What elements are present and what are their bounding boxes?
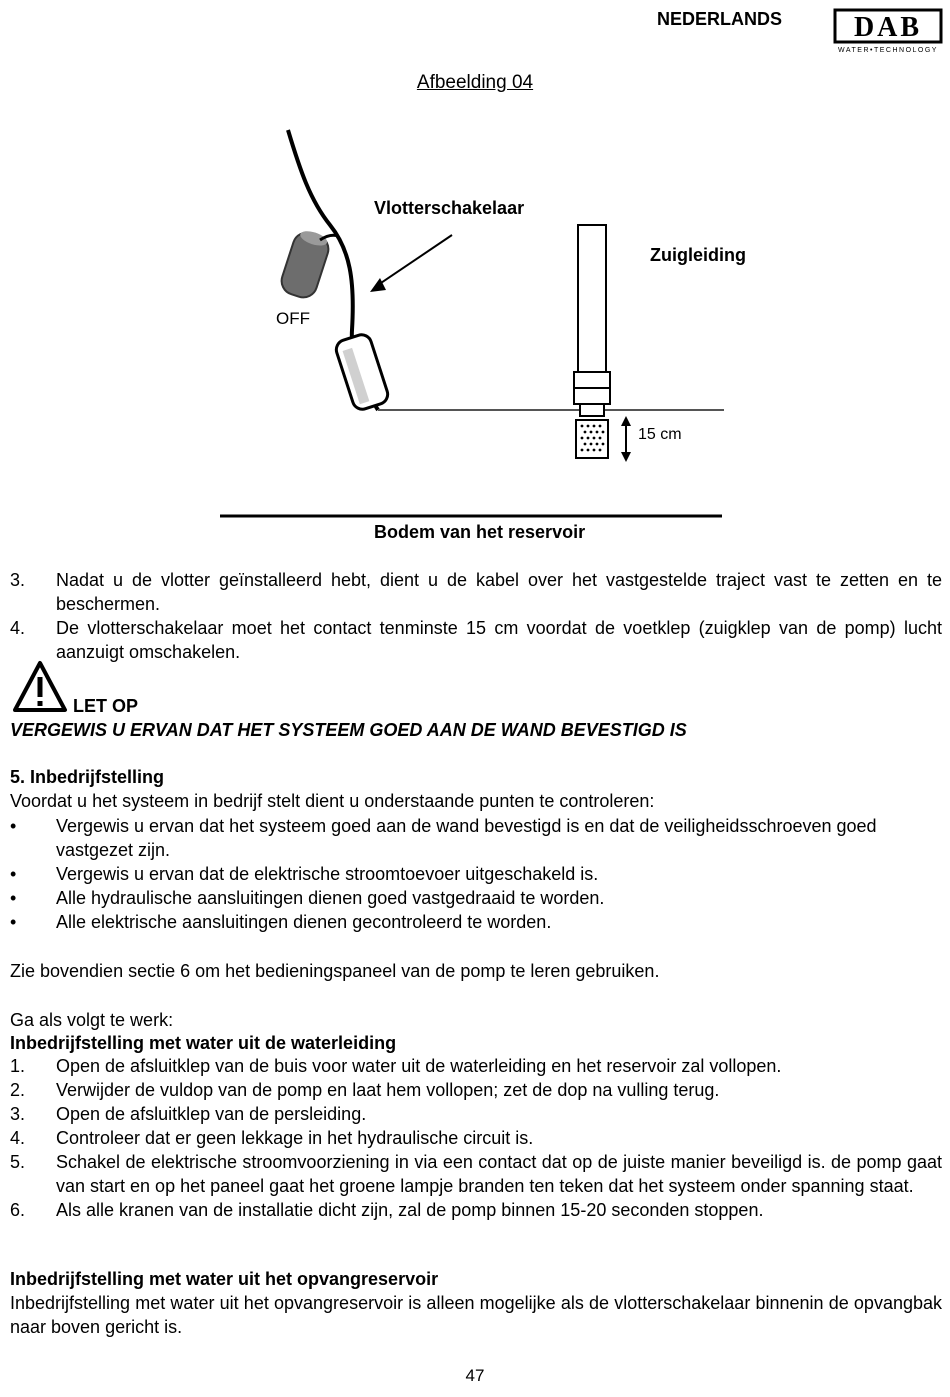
list-item: 4. Controleer dat er geen lekkage in het hydraulische circuit is. bbox=[10, 1128, 534, 1148]
list-item: 4. De vlotterschakelaar moet het contact tenminste 15 cm voordat de voetklep (zuigklep van de pomp) lucht aanzuigt omschakelen. bbox=[10, 618, 942, 662]
section-heading: 5. Inbedrijfstelling bbox=[10, 767, 165, 787]
warning-text: VERGEWIS U ERVAN DAT HET SYSTEEM GOED AAN DE WAND BEVESTIGD IS bbox=[10, 720, 687, 740]
list-item: 5. Schakel de elektrische stroomvoorziening in via een contact dat op de juiste manier beveiligd is. de pomp gaat van start en op het paneel gaat het groene lampje branden ten teken dat het systeem onder spanning staat. bbox=[10, 1152, 942, 1196]
see-also-text: Zie bovendien sectie 6 om het bedieningspaneel van de pomp te leren gebruiken. bbox=[10, 961, 660, 981]
section-intro: Voordat u het systeem in bedrijf stelt dient u onderstaande punten te controleren: bbox=[10, 791, 655, 811]
list-item: • Alle elektrische aansluitingen dienen gecontroleerd te worden. bbox=[10, 912, 552, 932]
suction-pipe bbox=[578, 225, 606, 373]
svg-text:DAB: DAB bbox=[853, 12, 923, 43]
bullet-icon: • bbox=[10, 864, 17, 884]
label-suction-pipe: Zuigleiding bbox=[650, 245, 746, 265]
label-distance: 15 cm bbox=[638, 426, 682, 443]
proceed-text: Ga als volgt te werk: bbox=[10, 1010, 174, 1030]
svg-text:WATER•TECHNOLOGY: WATER•TECHNOLOGY bbox=[838, 47, 938, 54]
list-item: • Vergewis u ervan dat de elektrische stroomtoevoer uitgeschakeld is. bbox=[10, 864, 599, 884]
label-off: OFF bbox=[276, 309, 310, 328]
page-number: 47 bbox=[465, 1366, 485, 1385]
installation-steps bbox=[10, 568, 942, 664]
bullet-icon: • bbox=[10, 888, 17, 908]
subsection-text: Inbedrijfstelling met water uit het opvangreservoir is alleen mogelijke als de vlotterschakelaar binnenin de opvangbak naar boven gericht is. bbox=[10, 1293, 942, 1337]
float-switch-figure bbox=[0, 0, 950, 560]
list-item: 1. Open de afsluitklep van de buis voor water uit de waterleiding en het reservoir zal vollopen. bbox=[10, 1056, 782, 1076]
warning-triangle-icon bbox=[12, 660, 68, 714]
bullet-icon: • bbox=[10, 912, 17, 932]
label-float-switch: Vlotterschakelaar bbox=[374, 198, 525, 218]
list-item: • Vergewis u ervan dat het systeem goed aan de wand bevestigd is en dat de veiligheidsschroeven goed vastgezet zijn. bbox=[10, 816, 877, 860]
list-item: 6. Als alle kranen van de installatie dicht zijn, zal de pomp binnen 15-20 seconden stoppen. bbox=[10, 1200, 764, 1220]
float-on-icon bbox=[334, 332, 390, 412]
bullet-icon: • bbox=[10, 816, 17, 836]
warning-title: LET OP bbox=[73, 696, 139, 716]
header-language: NEDERLANDS bbox=[657, 9, 783, 29]
startup-steps bbox=[10, 1054, 942, 1222]
list-item: 3. Nadat u de vlotter geïnstalleerd hebt, dient u de kabel over het vastgestelde traject vast te zetten en te beschermen. bbox=[10, 570, 942, 614]
checklist bbox=[10, 814, 942, 934]
figure-caption: Afbeelding 04 bbox=[416, 72, 534, 93]
label-tank-bottom: Bodem van het reservoir bbox=[374, 522, 586, 542]
list-item: 2. Verwijder de vuldop van de pomp en laat hem vollopen; zet de dop na vulling terug. bbox=[10, 1080, 720, 1100]
list-item: 3. Open de afsluitklep van de persleiding. bbox=[10, 1104, 367, 1124]
subsection-heading: Inbedrijfstelling met water uit de waterleiding bbox=[10, 1033, 397, 1053]
subsection-heading: Inbedrijfstelling met water uit het opvangreservoir bbox=[10, 1269, 439, 1289]
list-item: • Alle hydraulische aansluitingen dienen goed vastgedraaid te worden. bbox=[10, 888, 605, 908]
